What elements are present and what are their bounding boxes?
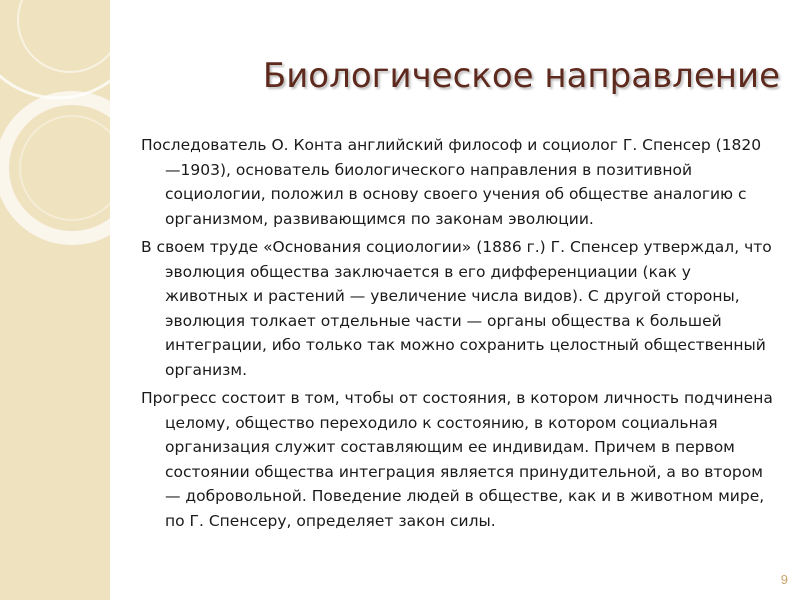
ring-middle bbox=[2, 98, 142, 238]
paragraph-progress: Прогресс состоит в том, чтобы от состояния, в котором личность подчинена целому, общество переходило к состоянию, в котором социальная организация служит составляющим ее индивидам. Причем в первом состоянии общества интеграция является принудительной, а во втором — добровольной. Поведение людей в обществе, как и в животном мире, по Г. Спенсеру, определяет закон силы. bbox=[141, 389, 773, 530]
slide-title: Биологическое направление bbox=[262, 56, 780, 96]
slide-body bbox=[141, 133, 773, 537]
ring-middle-inner bbox=[20, 116, 124, 220]
ring-large bbox=[0, 0, 146, 98]
paragraph-evolution: В своем труде «Основания социологии» (1886 г.) Г. Спенсер утверждал, что эволюция общества заключается в его дифференциации (как у животных и растений — увеличение числа видов). С другой стороны, эволюция толкает отдельные части — органы общества к большей интеграции, ибо только так можно сохранить целостный общественный организм. bbox=[141, 238, 772, 379]
paragraph-spencer-intro: Последователь О. Конта английский философ и социолог Г. Спенсер (1820—1903), основатель биологического направления в позитивной социологии, положил в основу своего учения об обществе аналогию с организмом, развивающимся по законам эволюции. bbox=[141, 136, 762, 228]
page-number: 9 bbox=[780, 572, 788, 587]
ring-small bbox=[18, 0, 122, 72]
